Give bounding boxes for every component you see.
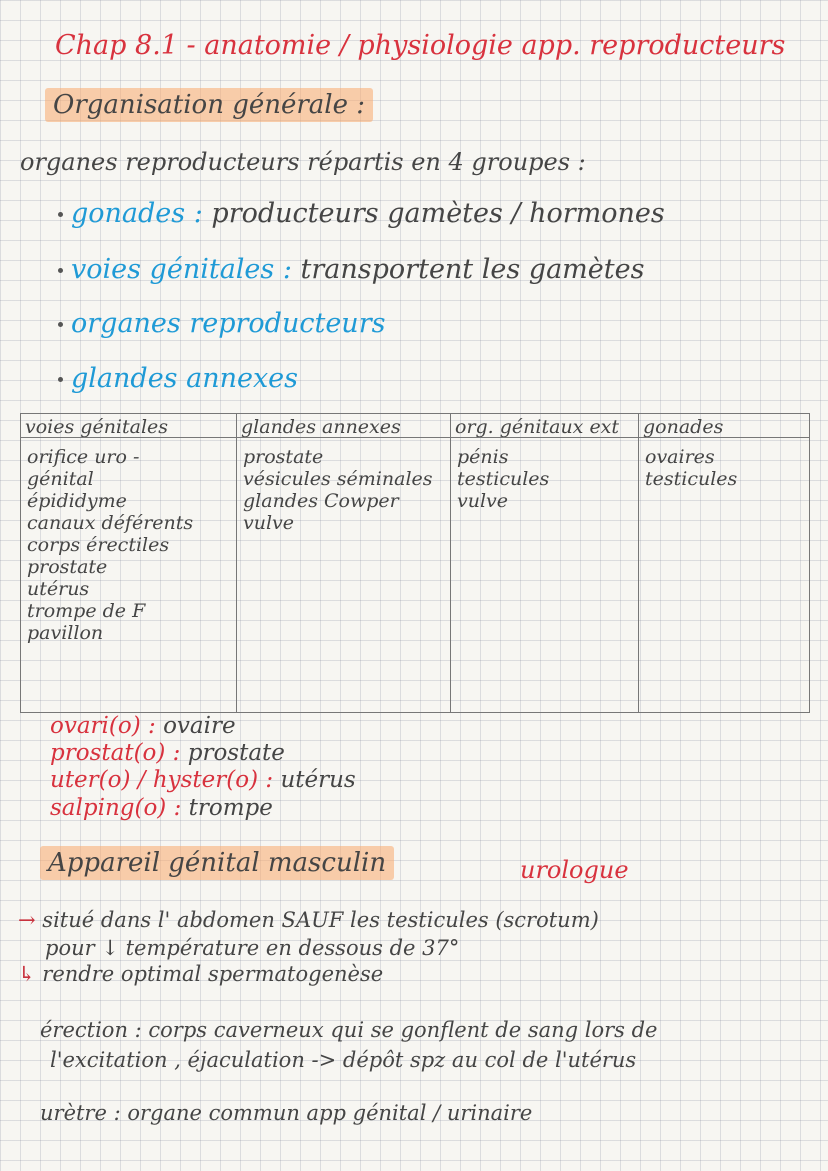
section-heading-organisation-text: Organisation générale :	[45, 88, 373, 122]
table-column-glandes-annexes	[237, 438, 451, 712]
note-text: rendre optimal spermatogenèse	[42, 962, 384, 986]
table-header-gonades: gonades	[639, 414, 809, 438]
group-label: voies génitales :	[71, 254, 292, 285]
table-column-gonades	[639, 438, 809, 712]
group-desc: producteurs gamètes / hormones	[211, 198, 665, 229]
page-title: Chap 8.1 - anatomie / physiologie app. reproducteurs	[55, 30, 786, 61]
organs-table	[20, 413, 810, 713]
group-label: gonades :	[71, 198, 203, 229]
group-item-gonades	[58, 200, 665, 227]
table-cell: prostate	[27, 556, 108, 578]
table-cell: génital	[27, 468, 94, 490]
arrow-return-icon: ↳	[18, 962, 36, 986]
note-line-spermatogenese	[18, 964, 383, 985]
table-cell: pénis	[457, 446, 509, 468]
section-heading-appareil-masculin	[40, 850, 394, 876]
term-meaning: trompe	[188, 795, 273, 821]
table-cell: trompe de F	[27, 600, 146, 622]
section-heading-appareil-masculin-text: Appareil génital masculin	[40, 846, 394, 880]
table-cell: utérus	[27, 578, 90, 600]
table-cell: vulve	[243, 512, 295, 534]
note-uretre: urètre : organe commun app génital / urinaire	[40, 1101, 533, 1125]
term-ovari	[50, 715, 236, 738]
group-desc: transportent les gamètes	[300, 254, 645, 285]
note-line-situe	[18, 910, 599, 931]
table-cell: canaux déférents	[27, 512, 194, 534]
table-cell: prostate	[243, 446, 324, 468]
term-root: prostat(o) :	[50, 740, 181, 766]
term-root: uter(o) / hyster(o) :	[50, 767, 274, 793]
group-item-organes-reproducteurs	[58, 310, 385, 337]
table-cell: corps érectiles	[27, 534, 170, 556]
table-cell: vésicules séminales	[243, 468, 433, 490]
arrow-right-icon: →	[18, 908, 36, 932]
section-heading-organisation	[45, 92, 373, 118]
table-cell: testicules	[645, 468, 738, 490]
table-header-glandes-annexes: glandes annexes	[237, 414, 451, 438]
group-item-voies-genitales	[58, 256, 644, 283]
term-salping	[50, 797, 273, 820]
note-erection-line1: érection : corps caverneux qui se gonflent de sang lors de	[40, 1018, 658, 1042]
bullet-icon	[58, 322, 63, 327]
note-erection-line2: l'excitation , éjaculation -> dépôt spz au col de l'utérus	[50, 1048, 637, 1072]
term-meaning: ovaire	[163, 713, 236, 739]
group-label: glandes annexes	[71, 363, 299, 394]
table-header-org-genitaux-ext: org. génitaux ext	[451, 414, 639, 438]
table-cell: vulve	[457, 490, 509, 512]
table-cell: épididyme	[27, 490, 127, 512]
table-cell: orifice uro -	[27, 446, 140, 468]
group-item-glandes-annexes	[58, 365, 298, 392]
group-label: organes reproducteurs	[71, 308, 386, 339]
term-root: salping(o) :	[50, 795, 182, 821]
note-line-temperature: pour ↓ température en dessous de 37°	[45, 936, 460, 960]
intro-text: organes reproducteurs répartis en 4 groupes :	[20, 148, 586, 176]
term-uter-hyster	[50, 769, 356, 792]
note-text: situé dans l' abdomen SAUF les testicules (scrotum)	[42, 908, 599, 932]
table-cell: pavillon	[27, 622, 104, 644]
table-header-voies-genitales: voies génitales	[21, 414, 237, 438]
term-meaning: prostate	[187, 740, 285, 766]
section-note-urologue: urologue	[520, 856, 629, 884]
bullet-icon	[58, 268, 63, 273]
bullet-icon	[58, 377, 63, 382]
table-cell: glandes Cowper	[243, 490, 399, 512]
bullet-icon	[58, 212, 63, 217]
term-root: ovari(o) :	[50, 713, 156, 739]
table-column-voies-genitales	[21, 438, 237, 712]
term-meaning: utérus	[280, 767, 356, 793]
table-column-org-genitaux-ext	[451, 438, 639, 712]
table-cell: testicules	[457, 468, 550, 490]
table-cell: ovaires	[645, 446, 715, 468]
term-prostat	[50, 742, 285, 765]
